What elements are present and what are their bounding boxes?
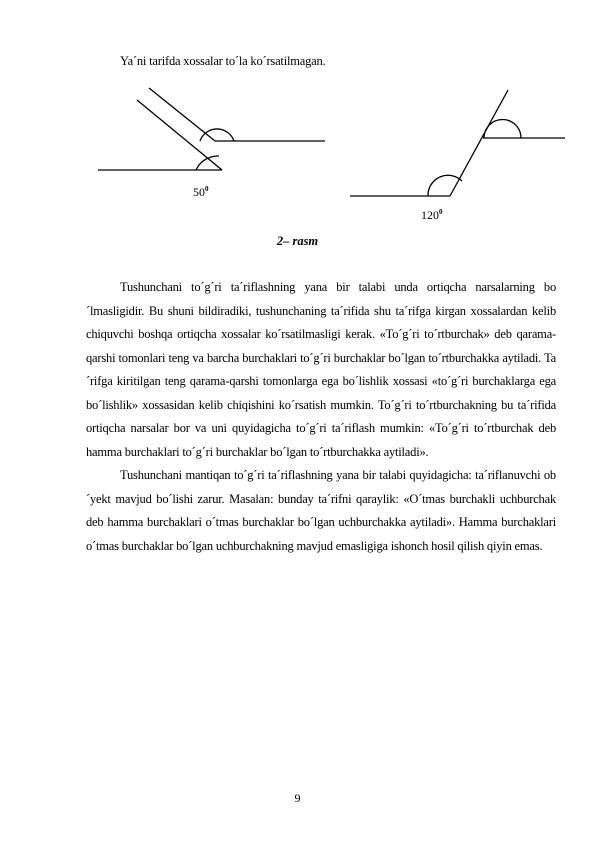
body-text <box>86 276 556 558</box>
paragraph-1: Tushunchani to´g´ri ta´riflashning yana bir talabi unda ortiqcha narsalarning bo´lmasligidir. Bu shuni bildiradiki, tushunchaning ta´rifida shu ta´rifga kirgan xossalardan kelib chiquvchi boshqa ortiqcha xossalar ko´rsatilmasligi kerak. «To´g´ri to´rtburchak» deb qarama-qarshi tomonlari teng va barcha burchaklari to´g´ri burchaklar bo´lgan to´rtburchakka aytiladi. Ta´rifga kiritilgan teng qarama-qarshi tomonlarga ega bo´lishlik xossasi «to´g´ri burchaklarga ega bo´lishlik» xossasidan kelib chiqishini ko´rsatish mumkin. To´g´ri to´rtburchakning bu ta´rifida ortiqcha narsalar bor va uni quyidagicha to´g´ri ta´riflash mumkin: «To´g´ri to´rtburchak deb hamma burchaklari to´g´ri burchaklar bo´lgan to´rtburchakka aytiladi». <box>86 280 556 459</box>
right-upper-arc <box>484 120 521 139</box>
paragraph-2: Tushunchani mantiqan to´g´ri ta´riflashning yana bir talabi quyidagicha: ta´riflanuvchi ob´yekt mavjud bo´lishi zarur. Masalan: bunday ta´rifni qaraylik: «O´tmas burchakli uchburchak deb hamma burchaklari o´tmas burchaklar bo´lgan uchburchakka aytiladi». Hamma burchaklari o´tmas burchaklar bo´lgan uchburchakning mavjud emasligiga ishonch hosil qilish qiyin emas. <box>86 468 556 553</box>
left-angle-label: $50^0$ <box>193 185 209 199</box>
angles-diagram <box>0 80 595 240</box>
left-lower-arc <box>196 156 219 170</box>
left-slanted-line-1 <box>137 100 222 170</box>
figure-caption: 2– rasm <box>276 234 319 248</box>
page-number: 9 <box>294 791 301 805</box>
left-upper-arc <box>200 129 234 141</box>
angles-figure <box>0 80 595 240</box>
intro-sentence: Ya´ni tarifda xossalar to´la ko´rsatilmagan. <box>120 54 326 68</box>
right-slanted-line <box>450 90 508 196</box>
right-angle-label: $120^0$ <box>421 208 443 222</box>
right-lower-arc <box>428 175 462 196</box>
